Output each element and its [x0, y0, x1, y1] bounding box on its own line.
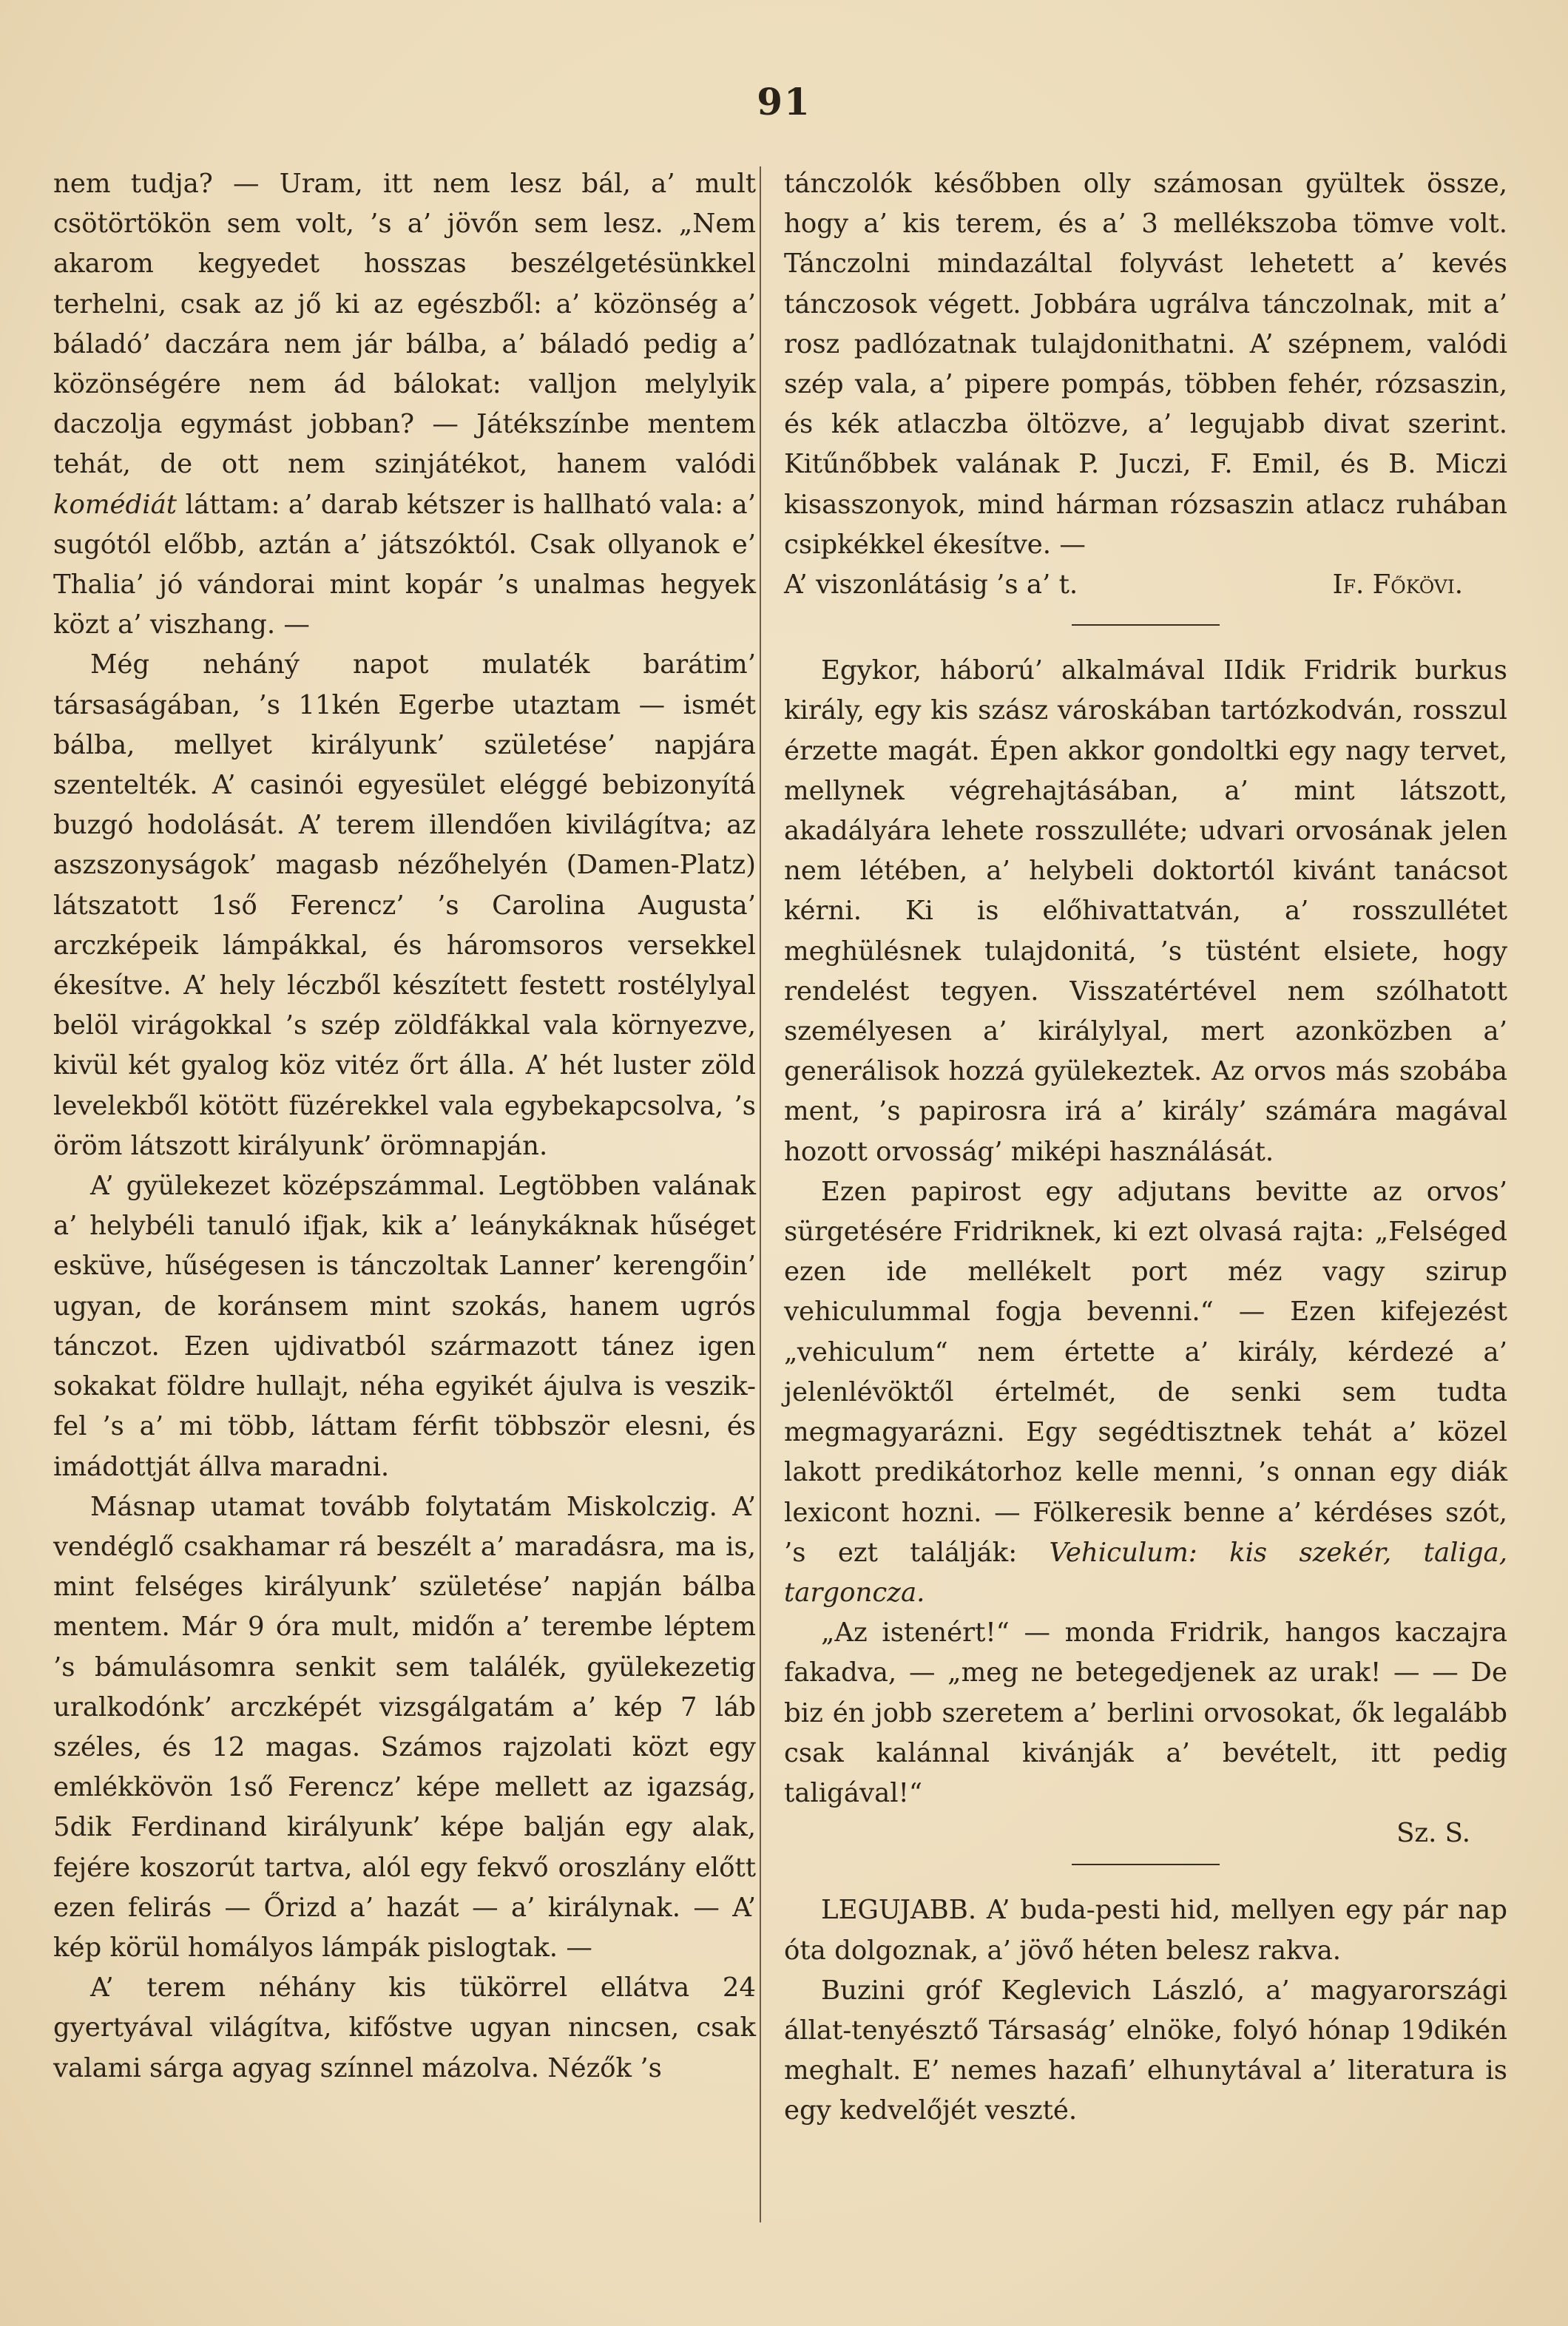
- paragraph: [784, 1172, 1507, 1613]
- paragraph: Buzini gróf Keglevich László, a’ magyarországi állat-tenyésztő Társaság’ elnöke, folyó hónap 19dikén meghalt. E’ nemes hazafi’ elhunytával a’ literatura is egy kedvelőjét veszté.: [784, 1975, 1507, 2126]
- signature-line: [784, 565, 1507, 605]
- paragraph: A’ gyülekezet középszámmal. Legtöbben valának a’ helybéli tanuló ifjak, kik a’ leánykáknak hűséget esküve, hűségesen is tánczoltak Lanner’ kerengőin’ ugyan, de koránsem mint szokás, hanem ugrós tánczot. Ezen ujdivatból származott tánez igen sokakat földre hullajt, néha egyikét ájulva is veszik-fel ’s a’ mi több, láttam férfit többször elesni, és imádottját állva maradni.: [53, 1171, 756, 1482]
- paragraph: Még neháný napot mulaték barátim’ társaságában, ’s 11kén Egerbe utaztam — ismét bálba, mellyet királyunk’ születése’ napjára szentelték. A’ casinói egyesület eléggé bebizonyítá buzgó hodolását. A’ terem illendően kivilágítva; az aszszonyságok’ magasb nézőhelyén (Damen-Platz) látszatott 1ső Ferencz’ ’s Carolina Augusta’ arczképeik lámpákkal, és háromsoros versekkel ékesítve. A’ hely léczből készített festett rostélylyal belöl virágokkal ’s szép zöldfákkal vala környezve, kivül két gyalog köz vitéz őrt álla. A’ hét luster zöld levelekből kötött füzérekkel vala egybekapcsolva, ’s öröm látszott királyunk’ örömnapján.: [53, 649, 756, 1161]
- right-column: [784, 164, 1507, 2131]
- paragraph: tánczolók későbben olly számosan gyültek össze, hogy a’ kis terem, és a’ 3 mellékszoba tömve volt. Tánczolni mindazáltal folyvást lehetett a’ kevés tánczosok végett. Jobbára ugrálva tánczolnak, mit a’ rosz padlózatnak tulajdonithatni. A’ szépnem, valódi szép vala, a’ pipere pompás, többen fehér, rózsaszin, és kék atlaczba öltözve, a’ legujabb divat szerint. Kitűnőbbek valának P. Juczi, F. Emil, és B. Miczi kisasszonyok, mind hárman rózsaszin atlacz ruhában csipkékkel ékesítve. —: [784, 169, 1507, 560]
- paragraph-emphasis: komédiát: [53, 489, 178, 520]
- closing-text: A’ viszonlátásig ’s a’ t.: [784, 569, 1078, 601]
- author-signature: If. Főkövi.: [1332, 569, 1463, 601]
- paragraph-text: láttam: a’ darab kétszer is hallható vala: a’ sugótól előbb, aztán a’ játszóktól. Csak ollyanok e’ Thalia’ jó vándorai mint kopár ’s unalmas hegyek közt a’ viszhang. —: [53, 489, 756, 640]
- news-headline: LEGUJABB.: [821, 1895, 977, 1926]
- section-rule: [1072, 1864, 1220, 1865]
- paragraph: [53, 164, 756, 645]
- paragraph: Egykor, háború’ alkalmával IIdik Fridrik burkus király, egy kis szász városkában tartózkodván, rosszul érzette magát. Épen akkor gondoltki egy nagy tervet, mellynek végrehajtásában, a’ mint látszott, akadályára lehete rosszulléte; udvari orvosának jelen nem létében, a’ helybeli doktortól kivánt tanácsot kérni. Ki is előhivattatván, a’ rosszullétet meghülésnek tulajdonitá, ’s tüstént elsiete, hogy rendelést tegyen. Visszatértével nem szólhatott személyesen a’ királylyal, mert azonközben a’ generálisok hozzá gyülekeztek. Az orvos más szobába ment, ’s papirosra irá a’ király’ számára magával hozott orvosság’ miképi használását.: [784, 655, 1507, 1167]
- page-number: 91: [757, 80, 811, 124]
- paragraph-text: nem tudja? — Uram, itt nem lesz bál, a’ mult csötörtökön sem volt, ’s a’ jövőn sem lesz. „Nem akarom kegyedet hosszas beszélgetésünkkel terhelni, csak az jő ki az egészből: a’ közönség a’ báladó’ daczára nem jár bálba, a’ báladó pedig a’ közönségére nem ád bálokat: valljon melylyik daczolja egymást jobban? — Játékszínbe mentem tehát, de ott nem szinjátékot, hanem valódi: [53, 169, 756, 480]
- column-divider: [760, 166, 761, 2222]
- paragraph: „Az istenért!“ — monda Fridrik, hangos kaczajra fakadva, — „meg ne betegedjenek az urak! — — De biz én jobb szeretem a’ berlini orvosokat, ők legalább csak kalánnal kivánják a’ bevételt, itt pedig taligával!“: [784, 1617, 1507, 1808]
- paragraph-emphasis: Vehiculum: kis szekér, taliga, targoncza.: [784, 1537, 1507, 1608]
- paragraph-text: A’ buda-pesti hid, mellyen egy pár nap óta dolgoznak, a’ jövő héten belesz rakva.: [784, 1895, 1507, 1966]
- paragraph: Másnap utamat tovább folytatám Miskolczig. A’ vendéglő csakhamar rá beszélt a’ maradásra, ma is, mint felséges királyunk’ születése’ napján bálba mentem. Már 9 óra mult, midőn a’ terembe léptem ’s bámulásomra senkit sem találék, gyülekezetig uralkodónk’ arczképét vizsgálgatám a’ kép 7 láb széles, és 12 magas. Számos rajzolati közt egy emlékkövön 1ső Ferencz’ képe mellett az igazság, 5dik Ferdinand királyunk’ képe balján egy alak, fejére koszorút tartva, alól egy fekvő oroszlány előtt ezen felirás — Őrizd a’ hazát — a’ királynak. — A’ kép körül homályos lámpák pislogtak. —: [53, 1491, 756, 1963]
- author-signature: Sz. S.: [1396, 1818, 1470, 1849]
- section-rule: [1072, 624, 1220, 626]
- paragraph: [784, 1890, 1507, 1970]
- paragraph: A’ terem néhány kis tükörrel ellátva 24 gyertyával világítva, kifőstve ugyan nincsen, csak valami sárga agyag színnel mázolva. Nézők ’s: [53, 1972, 756, 2083]
- paragraph-text: Ezen papirost egy adjutans bevitte az orvos’ sürgetésére Fridriknek, ki ezt olvasá rajta: „Felséged ezen ide mellékelt port méz vagy szirup vehiculummal fogja bevenni.“ — Ezen kifejezést „vehiculum“ nem értette a’ király, kérdezé a’ jelenlévöktől értelmét, de senki sem tudta megmagyarázni. Egy segédtisztnek tehát a’ közel lakott predikátorhoz kelle menni, ’s onnan egy diák lexicont hozni. — Fölkeresik benne a’ kérdéses szót, ’s ezt találják:: [784, 1176, 1507, 1568]
- left-column: [53, 164, 756, 2089]
